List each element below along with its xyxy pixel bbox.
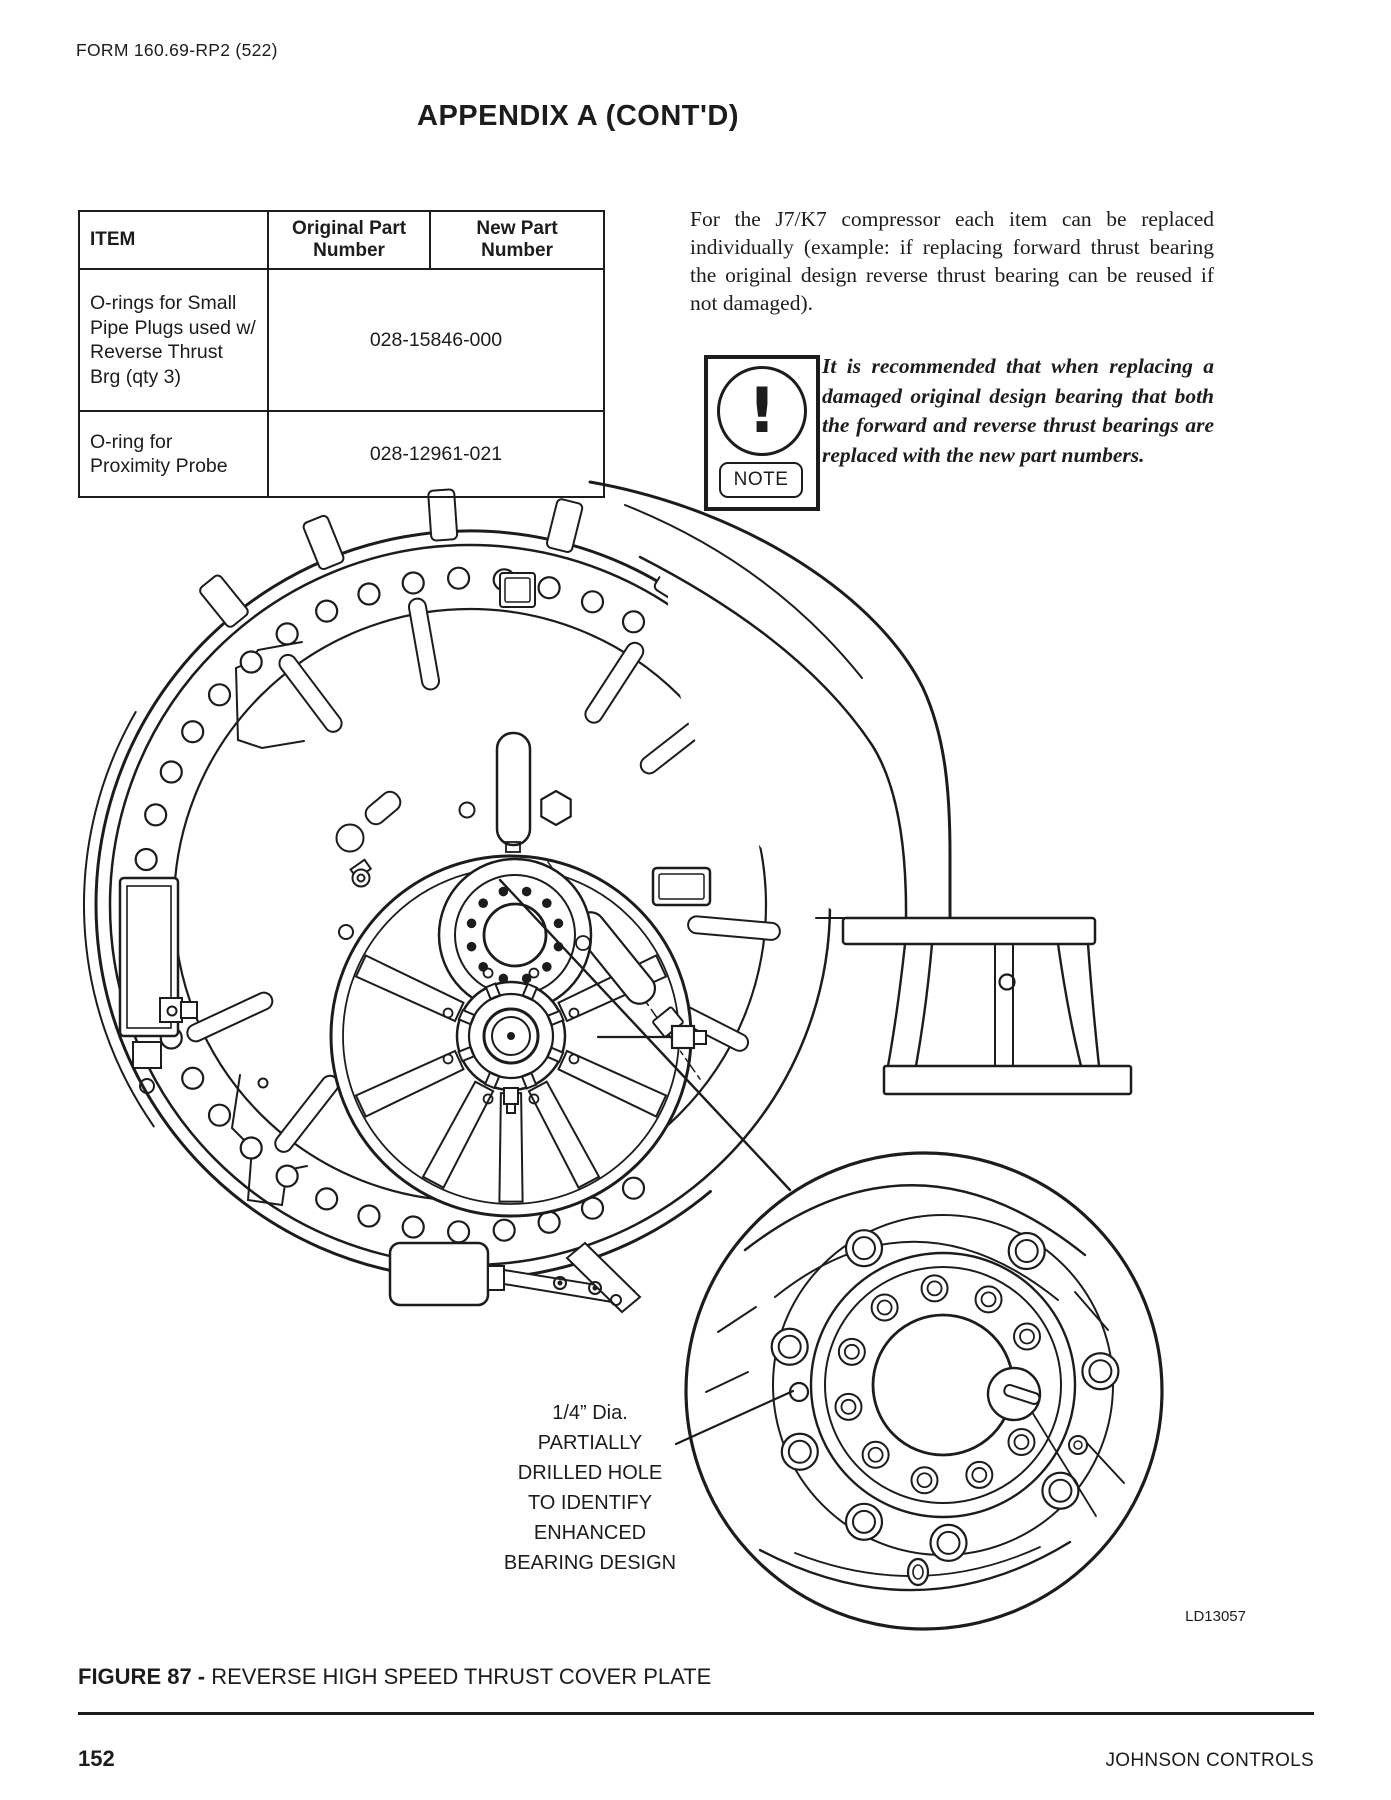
part-number-cell: 028-12961-021 xyxy=(268,411,604,497)
body-paragraph: For the J7/K7 compressor each item can be replaced individually (example: if replacing forward thrust bearing the original design reverse thrust bearing can be reused if not damaged). xyxy=(690,207,1214,315)
figure-caption xyxy=(78,1664,711,1690)
callout-line: ENHANCED xyxy=(533,1522,647,1544)
footer-brand: JOHNSON CONTROLS xyxy=(1105,1750,1314,1771)
callout-line: 1/4” Dia. xyxy=(552,1402,628,1424)
callout-line: PARTIALLY xyxy=(537,1432,643,1454)
callout-line: TO IDENTIFY xyxy=(527,1492,653,1514)
item-cell: O-ring for Proximity Probe xyxy=(79,411,268,497)
col-header-new-part: New Part Number xyxy=(430,211,604,269)
callout-line: BEARING DESIGN xyxy=(503,1552,677,1574)
table-row xyxy=(79,411,604,497)
callout-line: DRILLED HOLE xyxy=(517,1462,663,1484)
item-cell: O-rings for Small Pipe Plugs used w/ Reverse Thrust Brg (qty 3) xyxy=(79,269,268,411)
exclamation-glyph: ! xyxy=(747,374,777,447)
note-label: NOTE xyxy=(719,462,803,498)
exclamation-icon xyxy=(717,366,807,456)
page-title: APPENDIX A (CONT'D) xyxy=(417,100,739,132)
part-number-cell: 028-15846-000 xyxy=(268,269,604,411)
parts-table xyxy=(78,210,605,498)
col-header-item: ITEM xyxy=(79,211,268,269)
figure-caption-label: FIGURE 87 - xyxy=(78,1664,212,1689)
figure-caption-text: REVERSE HIGH SPEED THRUST COVER PLATE xyxy=(211,1664,712,1689)
table-header-row xyxy=(79,211,604,269)
table-row xyxy=(79,269,604,411)
note-icon-box xyxy=(704,355,820,511)
drawing-id: LD13057 xyxy=(1185,1608,1246,1625)
bearing-cover-detail-view xyxy=(676,1153,1162,1629)
figure-callout xyxy=(470,1398,710,1578)
form-number: FORM 160.69-RP2 (522) xyxy=(76,40,278,60)
footer-rule xyxy=(78,1712,1314,1715)
page-number: 152 xyxy=(78,1746,115,1771)
col-header-original-part: Original Part Number xyxy=(268,211,430,269)
note-paragraph: It is recommended that when replacing a damaged original design bearing that both the forward and reverse thrust bearings are replaced with the new part numbers. xyxy=(822,354,1214,467)
